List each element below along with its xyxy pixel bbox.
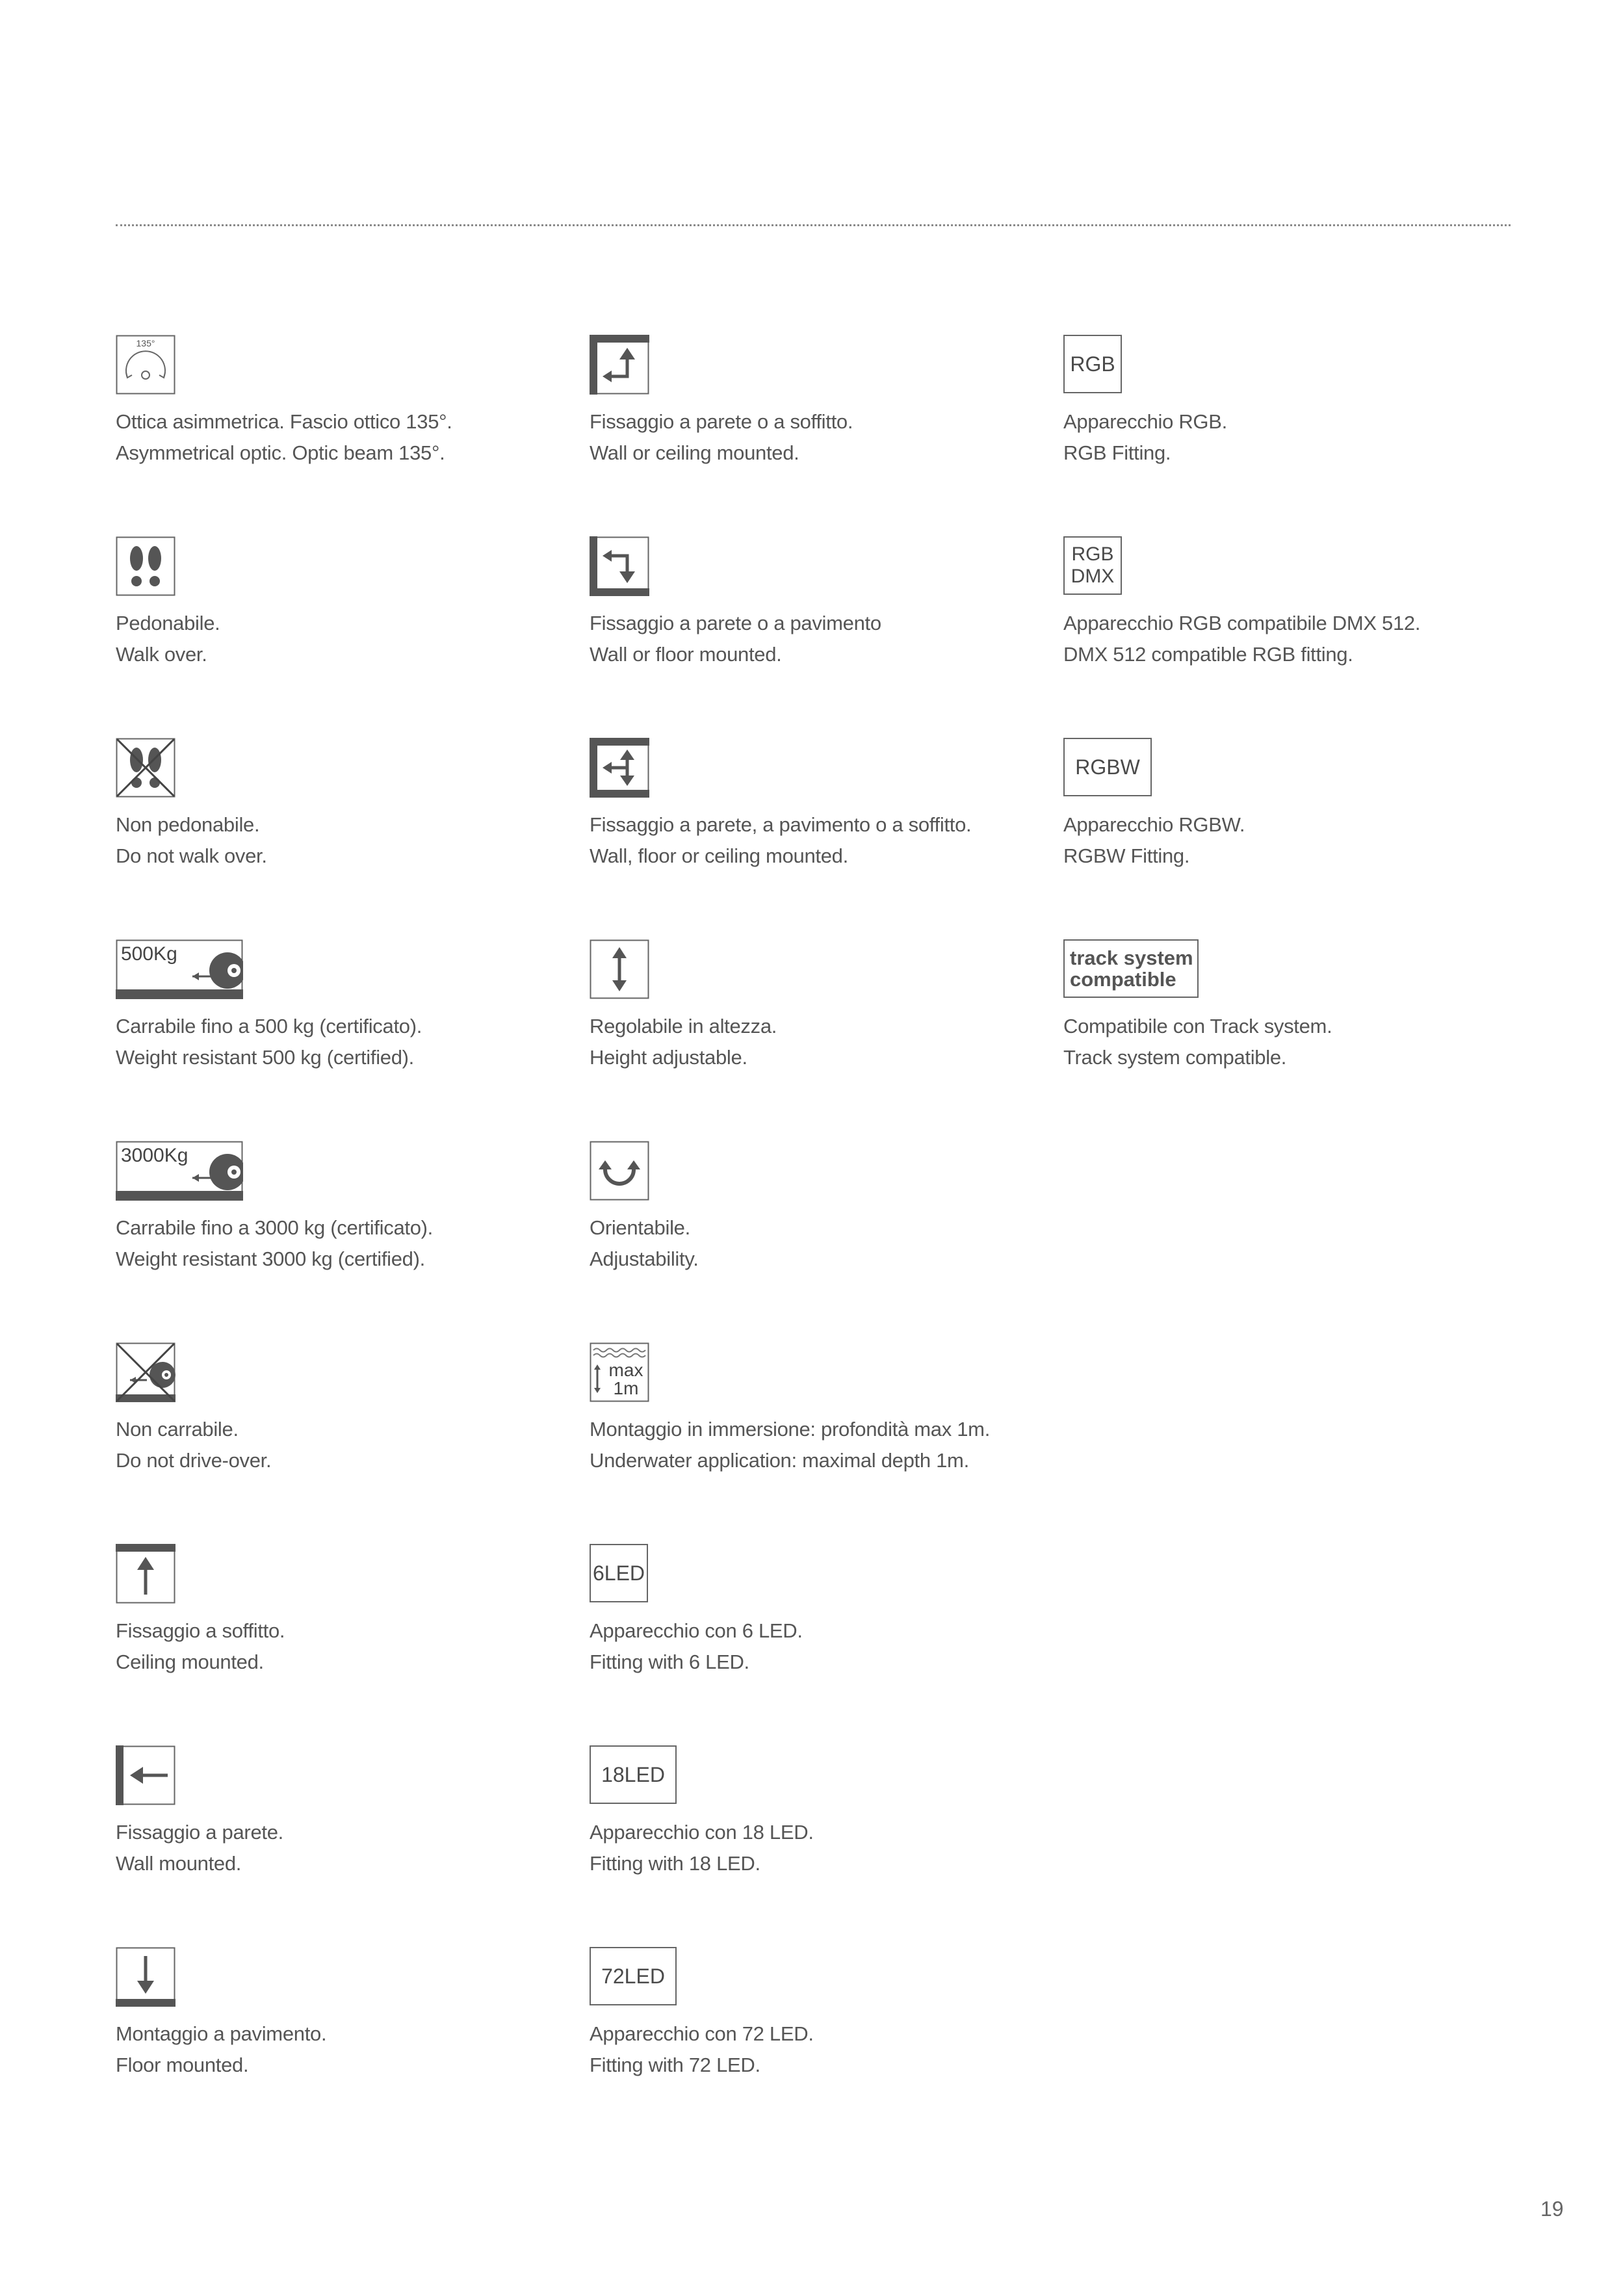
feature-led-18 (590, 1745, 1045, 1879)
depth-label-value: 1m (613, 1378, 639, 1398)
feature-text-it: Apparecchio con 6 LED. (590, 1619, 803, 1642)
rgb-dmx-label-bottom: DMX (1071, 566, 1115, 587)
feature-text-it: Fissaggio a soffitto. (116, 1619, 285, 1642)
feature-floor-mount (116, 1947, 571, 2081)
rgbw-icon: RGBW (1063, 738, 1152, 796)
feature-text-it: Carrabile fino a 500 kg (certificato). (116, 1015, 422, 1037)
led-6-icon: 6LED (590, 1544, 648, 1602)
feature-led-6 (590, 1544, 1045, 1678)
orientable-icon (590, 1141, 1045, 1201)
wall-floor-ceiling-mount-icon (590, 738, 1045, 798)
feature-text-en: Adjustability. (590, 1247, 699, 1270)
feature-text-en: Weight resistant 500 kg (certified). (116, 1046, 414, 1069)
height-adjustable-icon (590, 939, 1045, 999)
feature-led-72 (590, 1947, 1045, 2081)
feature-wall-mount (116, 1745, 571, 1879)
no-drive-over-icon (116, 1342, 571, 1402)
underwater-icon (590, 1342, 1045, 1402)
feature-text-it: Apparecchio con 72 LED. (590, 2022, 814, 2045)
track-system-label-bottom: compatible (1070, 968, 1176, 991)
feature-text-it: Compatibile con Track system. (1063, 1015, 1332, 1037)
page-number: 19 (1540, 2197, 1564, 2221)
feature-text-it: Regolabile in altezza. (590, 1015, 777, 1037)
feature-text-en: Floor mounted. (116, 2054, 249, 2076)
feature-text-en: Weight resistant 3000 kg (certified). (116, 1247, 425, 1270)
feature-weight-3000 (116, 1141, 571, 1275)
feature-height-adjustable (590, 939, 1045, 1073)
feature-text-it: Apparecchio RGB compatibile DMX 512. (1063, 612, 1421, 634)
rgb-dmx-icon (1063, 536, 1122, 595)
feature-asymmetric-optic (116, 335, 571, 469)
feature-text-en: Wall, floor or ceiling mounted. (590, 844, 848, 867)
feature-text-en: Do not drive-over. (116, 1449, 272, 1472)
feature-text-it: Apparecchio RGBW. (1063, 813, 1245, 836)
no-footprints-icon (116, 738, 571, 798)
depth-label-max: max (608, 1360, 643, 1380)
feature-no-walk-over (116, 738, 571, 872)
feature-text-en: Underwater application: maximal depth 1m. (590, 1449, 969, 1472)
beam-angle-label: 135° (136, 338, 155, 348)
feature-text-it: Fissaggio a parete o a pavimento (590, 612, 881, 634)
feature-text-it: Carrabile fino a 3000 kg (certificato). (116, 1216, 433, 1239)
feature-no-drive-over (116, 1342, 571, 1476)
feature-text-it: Apparecchio RGB. (1063, 410, 1227, 433)
asymmetric-optic-icon (116, 335, 571, 395)
feature-rgbw (1063, 738, 1518, 872)
rgb-dmx-label-top: RGB (1071, 543, 1114, 565)
feature-text-en: Track system compatible. (1063, 1046, 1287, 1069)
feature-wall-floor-mount (590, 536, 1045, 670)
feature-wall-ceiling-mount (590, 335, 1045, 469)
feature-rgb-dmx (1063, 536, 1518, 670)
feature-text-en: Do not walk over. (116, 844, 267, 867)
feature-text-en: RGB Fitting. (1063, 441, 1171, 464)
feature-weight-500 (116, 939, 571, 1073)
feature-text-it: Montaggio a pavimento. (116, 2022, 327, 2045)
feature-text-it: Fissaggio a parete o a soffitto. (590, 410, 853, 433)
weight-label: 500Kg (121, 943, 177, 965)
feature-track-system (1063, 939, 1518, 1073)
footprints-icon (116, 536, 571, 596)
feature-text-en: RGBW Fitting. (1063, 844, 1190, 867)
weight-500-icon (116, 939, 571, 999)
feature-text-it: Non pedonabile. (116, 813, 260, 836)
feature-text-en: Wall or floor mounted. (590, 643, 782, 666)
feature-walk-over (116, 536, 571, 670)
feature-orientable (590, 1141, 1045, 1275)
feature-rgb (1063, 335, 1518, 469)
feature-text-it: Orientabile. (590, 1216, 690, 1239)
weight-3000-icon (116, 1141, 571, 1201)
wall-mount-icon (116, 1745, 571, 1805)
feature-text-en: Wall mounted. (116, 1852, 242, 1875)
feature-text-it: Fissaggio a parete, a pavimento o a soffitto. (590, 813, 972, 836)
feature-text-en: Fitting with 6 LED. (590, 1650, 749, 1673)
track-system-icon (1063, 939, 1199, 998)
feature-text-en: Asymmetrical optic. Optic beam 135°. (116, 441, 445, 464)
feature-text-it: Pedonabile. (116, 612, 220, 634)
feature-text-it: Fissaggio a parete. (116, 1821, 283, 1844)
dotted-divider (116, 224, 1511, 226)
feature-text-en: Walk over. (116, 643, 207, 666)
feature-text-it: Non carrabile. (116, 1418, 239, 1441)
feature-underwater (590, 1342, 1045, 1476)
feature-text-en: Wall or ceiling mounted. (590, 441, 799, 464)
floor-mount-icon (116, 1947, 571, 2007)
feature-text-it: Apparecchio con 18 LED. (590, 1821, 814, 1844)
rgb-icon: RGB (1063, 335, 1122, 393)
feature-text-en: Fitting with 72 LED. (590, 2054, 760, 2076)
led-72-icon: 72LED (590, 1947, 677, 2005)
track-system-label-top: track system (1070, 946, 1193, 969)
feature-text-en: Ceiling mounted. (116, 1650, 264, 1673)
wall-ceiling-mount-icon (590, 335, 1045, 395)
led-18-icon: 18LED (590, 1745, 677, 1804)
wall-floor-mount-icon (590, 536, 1045, 596)
feature-text-en: DMX 512 compatible RGB fitting. (1063, 643, 1353, 666)
feature-wall-floor-ceiling-mount (590, 738, 1045, 872)
feature-ceiling-mount (116, 1544, 571, 1678)
feature-text-en: Height adjustable. (590, 1046, 747, 1069)
ceiling-mount-icon (116, 1544, 571, 1604)
feature-text-it: Ottica asimmetrica. Fascio ottico 135°. (116, 410, 452, 433)
feature-text-en: Fitting with 18 LED. (590, 1852, 760, 1875)
weight-label: 3000Kg (121, 1145, 188, 1166)
feature-text-it: Montaggio in immersione: profondità max 1m. (590, 1418, 991, 1441)
